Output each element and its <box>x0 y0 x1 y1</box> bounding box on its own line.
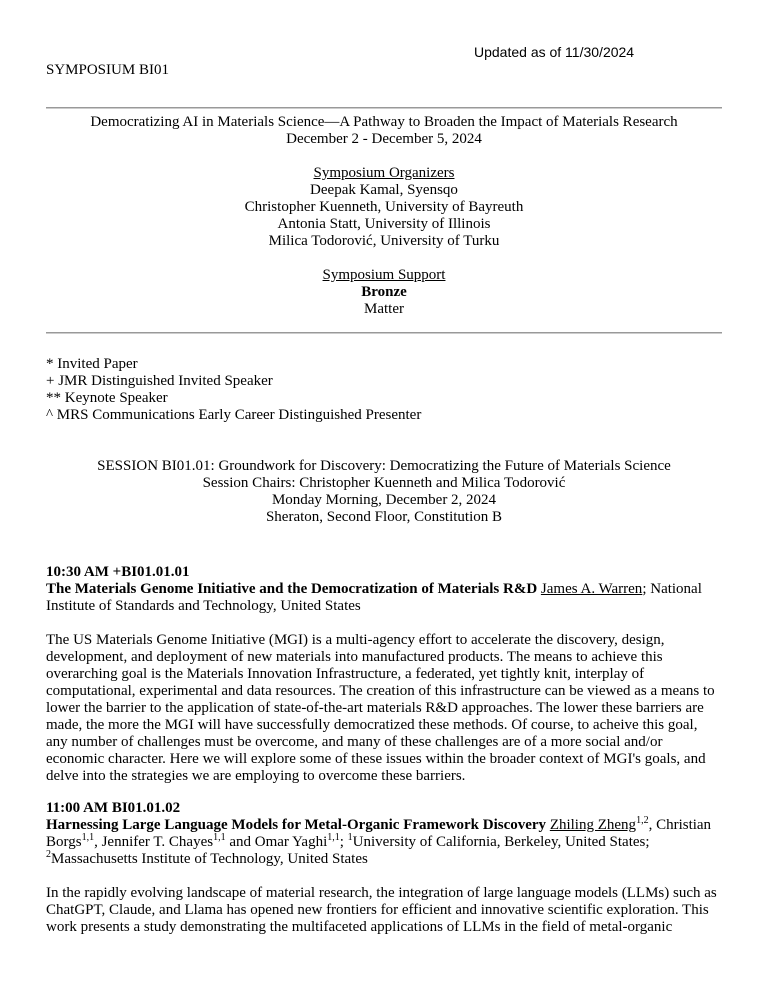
coauthor-sup: 1,1 <box>81 832 95 843</box>
affiliation: University of California, Berkeley, United States; <box>352 834 650 850</box>
presenter-name[interactable]: Zhiling Zheng <box>549 817 637 833</box>
abstract-text: The US Materials Genome Initiative (MGI) is a multi-agency effort to accelerate the discovery, design, development, and deployment of new materials into manufactured products. The means to achieve this overarching goal is the Materials Innovation Infrastructure, a federated, yet tightly knit, interplay of computational, experimental and data resources. The creation of this infrastructure can be viewed as a means to lower the barrier to the application of state-of-the-art materials R&D approaches. The lower these barriers are made, the more the MGI will have successfully democratized these methods. Of course, to acheive this goal, any number of challenges must be overcome, and many of these challenges are of a more social and/or economic character. Here we will explore some of these issues within the broader context of MGI's goals, and delve into the strategies we are employing to overcome these barriers. <box>46 632 715 784</box>
affil-sup: 2 <box>46 849 51 860</box>
presenter-name[interactable]: James A. Warren <box>540 581 643 597</box>
affil-sup: 1 <box>347 832 353 843</box>
organizers-heading: Symposium Organizers <box>313 165 455 181</box>
support-sponsor: Matter <box>364 301 404 317</box>
session-chairs: Session Chairs: Christopher Kuenneth and Milica Todorović <box>202 475 566 491</box>
divider-bottom <box>46 332 722 334</box>
affil-separator: ; <box>339 834 348 850</box>
legend-item: * Invited Paper <box>46 356 138 372</box>
talk-byline <box>46 817 722 868</box>
organizer: Antonia Statt, University of Illinois <box>277 216 491 232</box>
talk-2-abstract <box>46 885 722 936</box>
organizer: Milica Todorović, University of Turku <box>268 233 500 249</box>
talk-title: Harnessing Large Language Models for Metal-Organic Framework Discovery <box>46 817 547 833</box>
legend-item: + JMR Distinguished Invited Speaker <box>46 373 273 389</box>
organizer: Deepak Kamal, Syensqo <box>310 182 458 198</box>
talk-1-abstract <box>46 632 722 785</box>
divider-top <box>46 107 722 109</box>
symposium-code: SYMPOSIUM BI01 <box>46 62 169 78</box>
organizer: Christopher Kuenneth, University of Bayreuth <box>244 199 524 215</box>
presenter-affil-sup: 1,2 <box>636 815 649 826</box>
legend-item: ^ MRS Communications Early Career Distinguished Presenter <box>46 407 422 423</box>
session-title: SESSION BI01.01: Groundwork for Discovery: Democratizing the Future of Materials Science <box>97 458 671 474</box>
support-heading: Symposium Support <box>322 267 446 283</box>
symposium-dates: December 2 - December 5, 2024 <box>286 131 482 147</box>
session-header <box>46 458 722 526</box>
support-level: Bronze <box>361 284 407 300</box>
talk-time-code: 10:30 AM +BI01.01.01 <box>46 564 190 580</box>
talk-affiliation: ; National Institute of Standards and Technology, United States <box>46 581 702 614</box>
symposium-header <box>46 114 722 318</box>
abstract-text: In the rapidly evolving landscape of material research, the integration of large language models (LLMs) such as ChatGPT, Claude, and Llama has opened new frontiers for efficient and innovative scientific exploration. This work presents a study demonstrating the multifaceted applications of LLMs in the field of metal-organic <box>46 885 717 935</box>
coauthor-sup: 1,1 <box>327 832 340 843</box>
session-day: Monday Morning, December 2, 2024 <box>271 492 497 508</box>
legend-item: ** Keynote Speaker <box>46 390 168 406</box>
presenter-legend <box>46 356 421 424</box>
talk-2 <box>46 800 722 868</box>
talk-time-code: 11:00 AM BI01.01.02 <box>46 800 181 816</box>
updated-date: Updated as of 11/30/2024 <box>474 44 635 60</box>
session-location: Sheraton, Second Floor, Constitution B <box>265 509 503 525</box>
coauthor: , Christian Borgs <box>46 817 712 850</box>
talk-byline <box>46 581 722 615</box>
affiliation: Massachusetts Institute of Technology, United States <box>51 851 368 867</box>
coauthor: and Omar Yaghi <box>225 834 328 850</box>
symposium-title: Democratizing AI in Materials Science—A Pathway to Broaden the Impact of Materials Research <box>90 114 678 130</box>
coauthor-sup: 1,1 <box>213 832 226 843</box>
talk-1 <box>46 564 722 615</box>
coauthor: , Jennifer T. Chayes <box>94 834 214 850</box>
talk-title: The Materials Genome Initiative and the Democratization of Materials R&D <box>46 581 538 597</box>
